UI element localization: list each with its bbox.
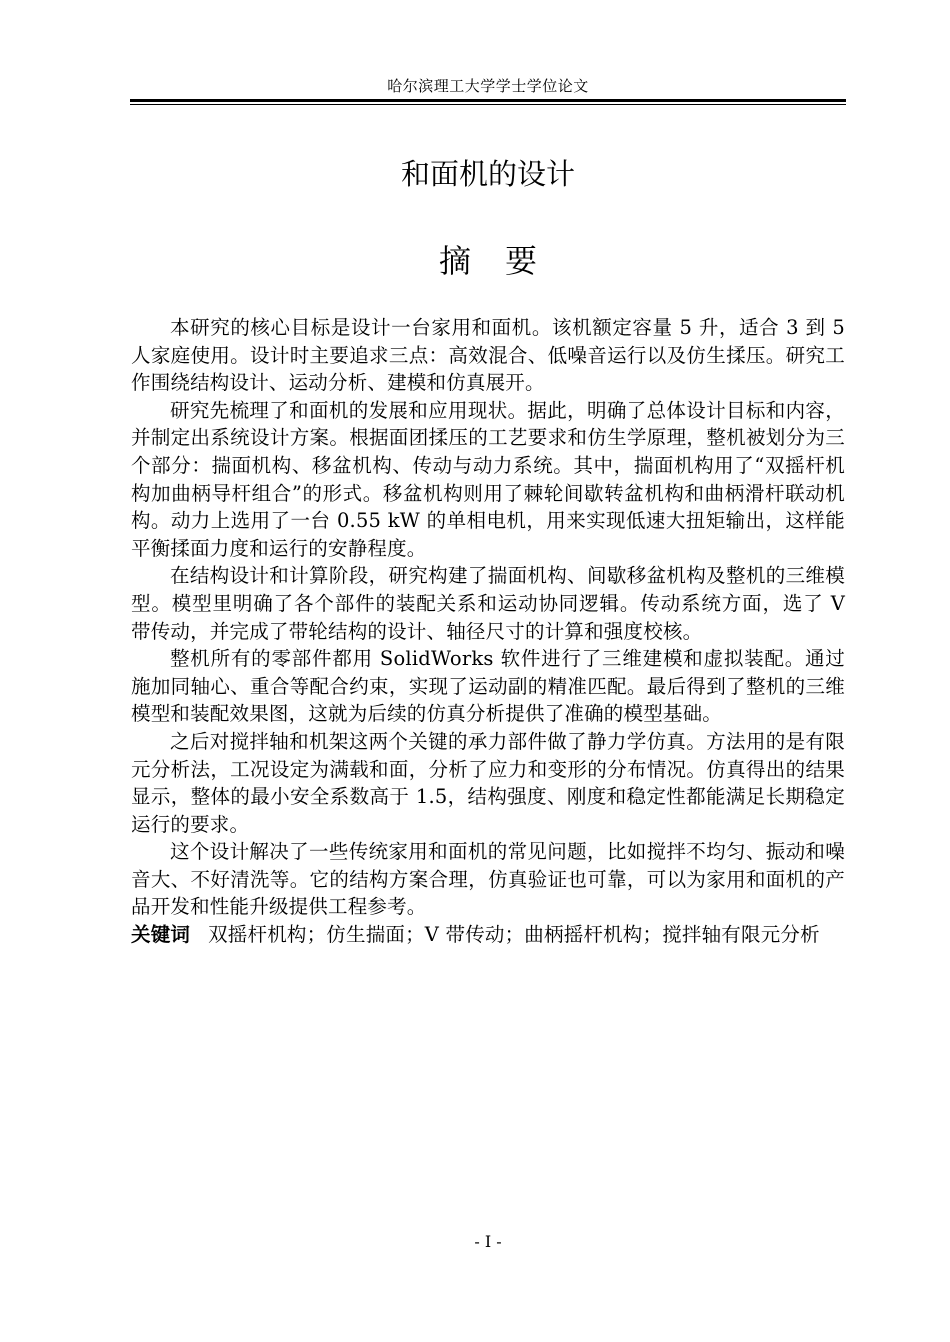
running-header: 哈尔滨理工大学学士学位论文 — [387, 77, 589, 95]
header-rule-thick — [130, 99, 846, 102]
header-rule-thin — [130, 104, 846, 105]
keywords — [131, 921, 845, 949]
abstract-heading: 摘要 — [438, 242, 571, 280]
thesis-title: 和面机的设计 — [400, 157, 575, 191]
keywords-text: 双摇杆机构；仿生揣面；V 带传动；曲柄摇杆机构；搅拌轴有限元分析 — [208, 923, 820, 947]
abstract-paragraph-5: 之后对搅拌轴和机架这两个关键的承力部件做了静力学仿真。方法用的是有限元分析法，工况设定为满载和面，分析了应力和变形的分布情况。仿真得出的结果显示，整体的最小安全系数高于 1.5，结构强度、刚度和稳定性都能满足长期稳定运行的要求。 — [131, 729, 845, 836]
abstract-paragraph-6: 这个设计解决了一些传统家用和面机的常见问题，比如搅拌不均匀、振动和噪音大、不好清洗等。它的结构方案合理，仿真验证也可靠，可以为家用和面机的产品开发和性能升级提供工程参考。 — [131, 840, 845, 919]
abstract-paragraph-4: 整机所有的零部件都用 SolidWorks 软件进行了三维建模和虚拟装配。通过施加同轴心、重合等配合约束，实现了运动副的精准匹配。最后得到了整机的三维模型和装配效果图，这就为后续的仿真分析提供了准确的模型基础。 — [131, 647, 845, 726]
page-number: - I - — [474, 1232, 502, 1251]
keywords-label: 关键词 — [131, 923, 191, 947]
abstract-body — [131, 314, 845, 949]
abstract-paragraph-3: 在结构设计和计算阶段，研究构建了揣面机构、间歇移盆机构及整机的三维模型。模型里明确了各个部件的装配关系和运动协同逻辑。传动系统方面，选了 V 带传动，并完成了带轮结构的设计、轴径尺寸的计算和强度校核。 — [131, 564, 845, 643]
abstract-paragraph-2: 研究先梳理了和面机的发展和应用现状。据此，明确了总体设计目标和内容，并制定出系统设计方案。根据面团揉压的工艺要求和仿生学原理，整机被划分为三个部分：揣面机构、移盆机构、传动与动力系统。其中，揣面机构用了“双摇杆机构加曲柄导杆组合”的形式。移盆机构则用了棘轮间歇转盆机构和曲柄滑杆联动机构。动力上选用了一台 0.55 kW 的单相电机，用来实现低速大扭矩输出，这样能平衡揉面力度和运行的安静程度。 — [131, 398, 845, 560]
abstract-paragraph-1: 本研究的核心目标是设计一台家用和面机。该机额定容量 5 升，适合 3 到 5 人家庭使用。设计时主要追求三点：高效混合、低噪音运行以及仿生揉压。研究工作围绕结构设计、运动分析、建模和仿真展开。 — [131, 316, 845, 395]
